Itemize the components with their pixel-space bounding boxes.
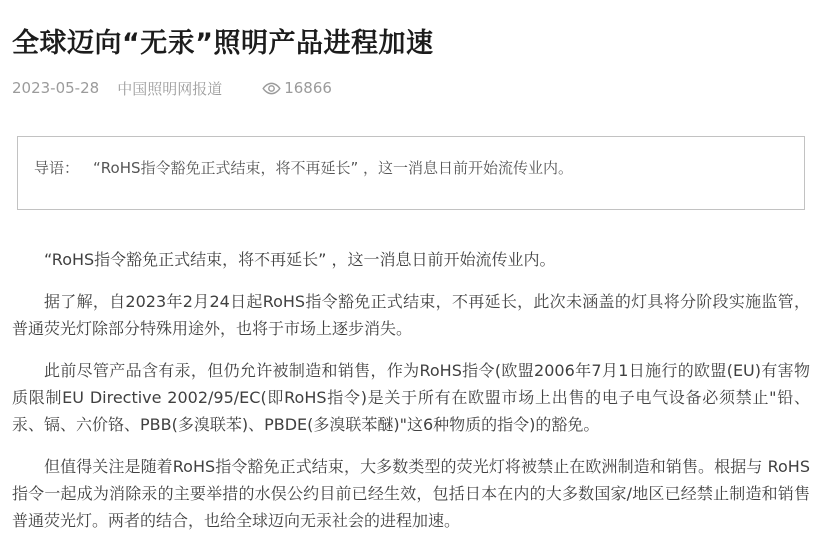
lead-label: 导语： [34,159,80,177]
article-body [12,246,810,534]
article-title: 全球迈向“无汞”照明产品进程加速 [12,28,434,59]
view-counter [262,79,332,98]
view-count: 16866 [284,79,332,97]
paragraph: “RoHS指令豁免正式结束，将不再延长” ，这一消息日前开始流传业内。 [44,250,556,269]
source-label: 中国照明网报道 [117,79,223,98]
paragraph: 此前尽管产品含有汞，但仍允许被制造和销售，作为RoHS指令(欧盟2006年7月1日施行的欧盟(EU)有害物质限制EU Directive 2002/95/EC(即RoHS指令)是关于所有在欧盟市场上出售的电子电气设备必须禁止"铅、汞、镉、六价铬、PBB(多溴联苯)、PBDE(多溴联苯醚)"这6种物质的指令)的豁免。 [12,361,810,434]
publish-date: 2023-05-28 [12,79,100,97]
lead-text: “RoHS指令豁免正式结束，将不再延长” ，这一消息日前开始流传业内。 [93,159,574,177]
paragraph: 据了解，自2023年2月24日起RoHS指令豁免正式结束，不再延长，此次未涵盖的灯具将分阶段实施监管，普通荧光灯除部分特殊用途外，也将于市场上逐步消失。 [12,292,810,338]
paragraph: 但值得关注是随着RoHS指令豁免正式结束，大多数类型的荧光灯将被禁止在欧洲制造和销售。根据与 RoHS 指令一起成为消除汞的主要举措的水俣公约目前已经生效，包括日本在内的大多数国家/地区已经禁止制造和销售普通荧光灯。两者的结合，也给全球迈向无汞社会的进程加速。 [12,457,810,530]
article-meta [12,78,810,98]
eye-icon [262,79,281,98]
lead-summary-box [17,136,805,210]
